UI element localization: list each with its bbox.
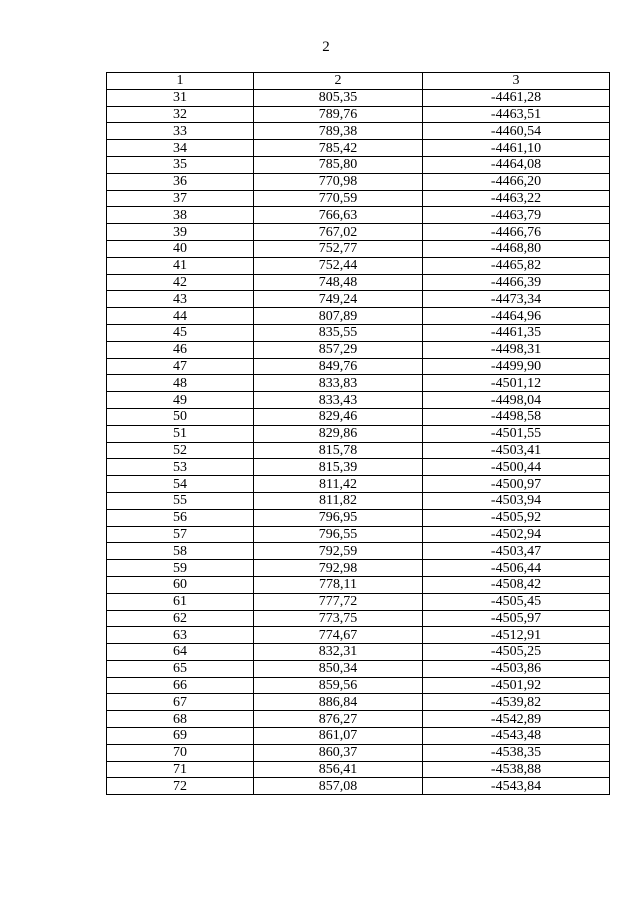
cell-point-number: 34 <box>107 140 254 157</box>
table-row <box>107 89 610 106</box>
cell-point-number: 49 <box>107 392 254 409</box>
cell-y: -4503,47 <box>423 543 610 560</box>
cell-point-number: 59 <box>107 560 254 577</box>
table-row <box>107 140 610 157</box>
cell-y: -4466,76 <box>423 224 610 241</box>
cell-x: 752,44 <box>254 257 423 274</box>
table-row <box>107 576 610 593</box>
table-row <box>107 476 610 493</box>
cell-x: 785,80 <box>254 156 423 173</box>
cell-y: -4506,44 <box>423 560 610 577</box>
coordinates-table <box>106 72 610 795</box>
cell-point-number: 70 <box>107 744 254 761</box>
cell-y: -4543,48 <box>423 728 610 745</box>
table-row <box>107 425 610 442</box>
cell-x: 792,59 <box>254 543 423 560</box>
cell-point-number: 32 <box>107 106 254 123</box>
cell-point-number: 41 <box>107 257 254 274</box>
cell-x: 829,46 <box>254 408 423 425</box>
cell-x: 796,95 <box>254 509 423 526</box>
cell-x: 767,02 <box>254 224 423 241</box>
cell-y: -4538,35 <box>423 744 610 761</box>
cell-x: 857,08 <box>254 778 423 795</box>
cell-y: -4465,82 <box>423 257 610 274</box>
cell-point-number: 60 <box>107 576 254 593</box>
table-row <box>107 274 610 291</box>
cell-x: 833,83 <box>254 375 423 392</box>
cell-point-number: 62 <box>107 610 254 627</box>
cell-point-number: 61 <box>107 593 254 610</box>
cell-point-number: 44 <box>107 308 254 325</box>
cell-x: 766,63 <box>254 207 423 224</box>
cell-y: -4503,94 <box>423 492 610 509</box>
header-cell-point-number: 1 <box>107 73 254 90</box>
cell-x: 792,98 <box>254 560 423 577</box>
cell-point-number: 38 <box>107 207 254 224</box>
table-row <box>107 156 610 173</box>
cell-point-number: 37 <box>107 190 254 207</box>
table-body <box>107 89 610 794</box>
cell-point-number: 57 <box>107 526 254 543</box>
cell-x: 876,27 <box>254 711 423 728</box>
cell-y: -4542,89 <box>423 711 610 728</box>
table-row <box>107 711 610 728</box>
cell-point-number: 53 <box>107 459 254 476</box>
table-row <box>107 123 610 140</box>
table-row <box>107 291 610 308</box>
cell-x: 811,82 <box>254 492 423 509</box>
table-row <box>107 526 610 543</box>
cell-y: -4498,04 <box>423 392 610 409</box>
cell-y: -4464,96 <box>423 308 610 325</box>
cell-x: 796,55 <box>254 526 423 543</box>
cell-point-number: 64 <box>107 644 254 661</box>
cell-y: -4501,12 <box>423 375 610 392</box>
table-row <box>107 106 610 123</box>
cell-x: 832,31 <box>254 644 423 661</box>
cell-y: -4499,90 <box>423 358 610 375</box>
cell-y: -4512,91 <box>423 627 610 644</box>
cell-y: -4505,92 <box>423 509 610 526</box>
cell-y: -4498,58 <box>423 408 610 425</box>
cell-y: -4503,86 <box>423 660 610 677</box>
cell-x: 829,86 <box>254 425 423 442</box>
cell-y: -4461,35 <box>423 324 610 341</box>
cell-y: -4501,92 <box>423 677 610 694</box>
cell-y: -4539,82 <box>423 694 610 711</box>
table-row <box>107 627 610 644</box>
cell-x: 770,98 <box>254 173 423 190</box>
table-row <box>107 190 610 207</box>
table-row <box>107 593 610 610</box>
cell-point-number: 69 <box>107 728 254 745</box>
cell-y: -4501,55 <box>423 425 610 442</box>
table-row <box>107 308 610 325</box>
cell-y: -4500,44 <box>423 459 610 476</box>
table-row <box>107 392 610 409</box>
cell-point-number: 51 <box>107 425 254 442</box>
cell-y: -4500,97 <box>423 476 610 493</box>
header-row <box>107 73 610 90</box>
table-row <box>107 240 610 257</box>
cell-point-number: 66 <box>107 677 254 694</box>
cell-x: 778,11 <box>254 576 423 593</box>
cell-y: -4461,10 <box>423 140 610 157</box>
cell-y: -4463,79 <box>423 207 610 224</box>
cell-point-number: 50 <box>107 408 254 425</box>
cell-point-number: 48 <box>107 375 254 392</box>
cell-x: 777,72 <box>254 593 423 610</box>
cell-x: 857,29 <box>254 341 423 358</box>
cell-point-number: 43 <box>107 291 254 308</box>
cell-x: 886,84 <box>254 694 423 711</box>
cell-x: 811,42 <box>254 476 423 493</box>
table-row <box>107 744 610 761</box>
cell-y: -4505,45 <box>423 593 610 610</box>
cell-point-number: 39 <box>107 224 254 241</box>
table-row <box>107 509 610 526</box>
table-row <box>107 408 610 425</box>
cell-x: 749,24 <box>254 291 423 308</box>
cell-x: 748,48 <box>254 274 423 291</box>
cell-point-number: 31 <box>107 89 254 106</box>
table-row <box>107 543 610 560</box>
table-row <box>107 459 610 476</box>
table-row <box>107 341 610 358</box>
table-row <box>107 677 610 694</box>
cell-x: 815,39 <box>254 459 423 476</box>
cell-x: 861,07 <box>254 728 423 745</box>
cell-x: 815,78 <box>254 442 423 459</box>
table-header <box>107 73 610 90</box>
cell-point-number: 55 <box>107 492 254 509</box>
cell-x: 770,59 <box>254 190 423 207</box>
cell-point-number: 65 <box>107 660 254 677</box>
cell-y: -4508,42 <box>423 576 610 593</box>
cell-y: -4461,28 <box>423 89 610 106</box>
cell-y: -4463,22 <box>423 190 610 207</box>
table-row <box>107 224 610 241</box>
table-row <box>107 442 610 459</box>
cell-y: -4503,41 <box>423 442 610 459</box>
cell-point-number: 45 <box>107 324 254 341</box>
cell-x: 774,67 <box>254 627 423 644</box>
table-row <box>107 324 610 341</box>
cell-x: 833,43 <box>254 392 423 409</box>
table-row <box>107 728 610 745</box>
cell-x: 807,89 <box>254 308 423 325</box>
cell-y: -4466,39 <box>423 274 610 291</box>
cell-point-number: 67 <box>107 694 254 711</box>
cell-y: -4468,80 <box>423 240 610 257</box>
cell-y: -4498,31 <box>423 341 610 358</box>
table-row <box>107 257 610 274</box>
cell-x: 785,42 <box>254 140 423 157</box>
table-row <box>107 644 610 661</box>
table-row <box>107 375 610 392</box>
cell-x: 850,34 <box>254 660 423 677</box>
cell-point-number: 68 <box>107 711 254 728</box>
header-cell-x: 2 <box>254 73 423 90</box>
cell-point-number: 58 <box>107 543 254 560</box>
table-row <box>107 173 610 190</box>
cell-point-number: 35 <box>107 156 254 173</box>
cell-y: -4463,51 <box>423 106 610 123</box>
cell-y: -4464,08 <box>423 156 610 173</box>
table-row <box>107 560 610 577</box>
table-row <box>107 492 610 509</box>
cell-x: 773,75 <box>254 610 423 627</box>
cell-y: -4543,84 <box>423 778 610 795</box>
cell-point-number: 47 <box>107 358 254 375</box>
table-row <box>107 761 610 778</box>
cell-point-number: 72 <box>107 778 254 795</box>
cell-y: -4502,94 <box>423 526 610 543</box>
cell-point-number: 36 <box>107 173 254 190</box>
cell-y: -4466,20 <box>423 173 610 190</box>
cell-x: 849,76 <box>254 358 423 375</box>
cell-point-number: 40 <box>107 240 254 257</box>
cell-y: -4505,97 <box>423 610 610 627</box>
cell-point-number: 56 <box>107 509 254 526</box>
cell-x: 835,55 <box>254 324 423 341</box>
cell-y: -4505,25 <box>423 644 610 661</box>
cell-x: 789,76 <box>254 106 423 123</box>
cell-point-number: 46 <box>107 341 254 358</box>
cell-point-number: 54 <box>107 476 254 493</box>
cell-point-number: 52 <box>107 442 254 459</box>
cell-x: 859,56 <box>254 677 423 694</box>
cell-x: 856,41 <box>254 761 423 778</box>
cell-x: 752,77 <box>254 240 423 257</box>
table-row <box>107 358 610 375</box>
cell-point-number: 33 <box>107 123 254 140</box>
table-row <box>107 694 610 711</box>
cell-point-number: 63 <box>107 627 254 644</box>
table-row <box>107 778 610 795</box>
cell-point-number: 42 <box>107 274 254 291</box>
cell-y: -4473,34 <box>423 291 610 308</box>
page-number: 2 <box>322 39 330 55</box>
cell-y: -4538,88 <box>423 761 610 778</box>
cell-point-number: 71 <box>107 761 254 778</box>
table-row <box>107 660 610 677</box>
cell-x: 789,38 <box>254 123 423 140</box>
table-row <box>107 610 610 627</box>
cell-x: 860,37 <box>254 744 423 761</box>
cell-y: -4460,54 <box>423 123 610 140</box>
header-cell-y: 3 <box>423 73 610 90</box>
table-row <box>107 207 610 224</box>
cell-x: 805,35 <box>254 89 423 106</box>
